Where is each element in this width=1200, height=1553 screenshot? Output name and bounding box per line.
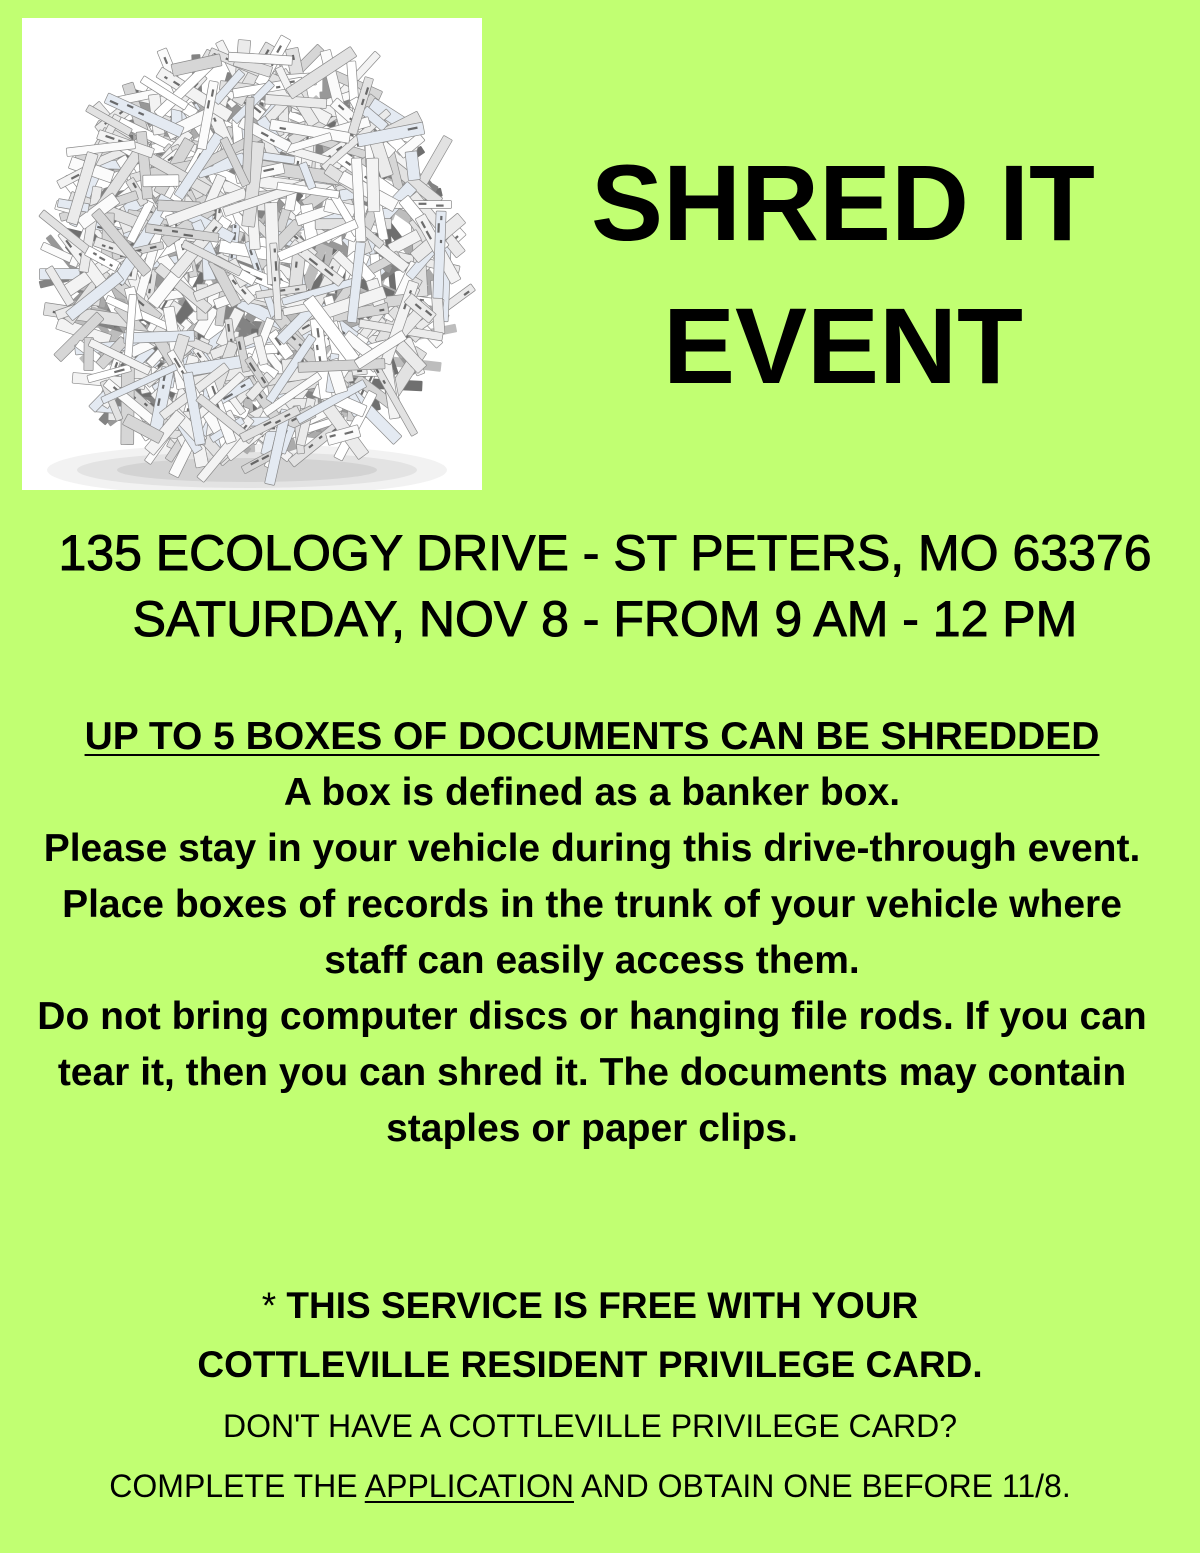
paper-strip <box>143 175 179 187</box>
printed-text-fragment <box>440 240 442 243</box>
instruction-line: tear it, then you can shred it. The documents may contain <box>57 1051 1127 1094</box>
free-service-notice <box>0 1276 1180 1514</box>
printed-text-fragment <box>234 225 237 228</box>
printed-text-fragment <box>274 277 276 281</box>
event-details <box>10 520 1200 652</box>
printed-text-fragment <box>436 205 444 207</box>
printed-text-fragment <box>274 248 276 252</box>
instruction-line: Place boxes of records in the trunk of your vehicle where <box>62 883 1122 926</box>
printed-text-fragment <box>440 216 442 220</box>
application-link[interactable]: APPLICATION <box>364 1468 574 1504</box>
free-service-text: THIS SERVICE IS FREE WITH YOUR <box>286 1285 919 1326</box>
event-title <box>560 131 1126 417</box>
printed-text-fragment <box>419 203 427 205</box>
event-title-line: EVENT <box>662 285 1024 406</box>
event-date-time: SATURDAY, NOV 8 - FROM 9 AM - 12 PM <box>132 591 1078 647</box>
event-title-line: SHRED IT <box>590 142 1096 263</box>
box-limit-heading: UP TO 5 BOXES OF DOCUMENTS CAN BE SHREDDED <box>84 715 1100 758</box>
shredding-rules <box>0 709 1184 1157</box>
printed-text-fragment <box>437 223 440 232</box>
no-card-question: DON'T HAVE A COTTLEVILLE PRIVILEGE CARD? <box>222 1408 958 1444</box>
instruction-line: A box is defined as a banker box. <box>283 771 901 814</box>
free-service-line <box>0 1276 1180 1335</box>
asterisk-mark: * <box>261 1285 277 1326</box>
application-line <box>0 1458 1180 1514</box>
application-line-end: AND OBTAIN ONE BEFORE 11/8. <box>581 1468 1071 1504</box>
shredded-paper-illustration <box>22 18 482 490</box>
shredded-paper-photo <box>22 18 482 490</box>
instruction-line: staples or paper clips. <box>386 1107 798 1150</box>
application-line-start: COMPLETE THE <box>109 1468 358 1504</box>
paper-strip <box>366 158 380 212</box>
instruction-line: Do not bring computer discs or hanging file rods. If you can <box>37 995 1147 1038</box>
instruction-line: Please stay in your vehicle during this drive-through event. <box>43 827 1141 870</box>
privilege-card-line: COTTLEVILLE RESIDENT PRIVILEGE CARD. <box>197 1344 983 1385</box>
event-address: 135 ECOLOGY DRIVE - ST PETERS, MO 63376 <box>58 525 1152 581</box>
instruction-line: staff can easily access them. <box>324 939 860 982</box>
